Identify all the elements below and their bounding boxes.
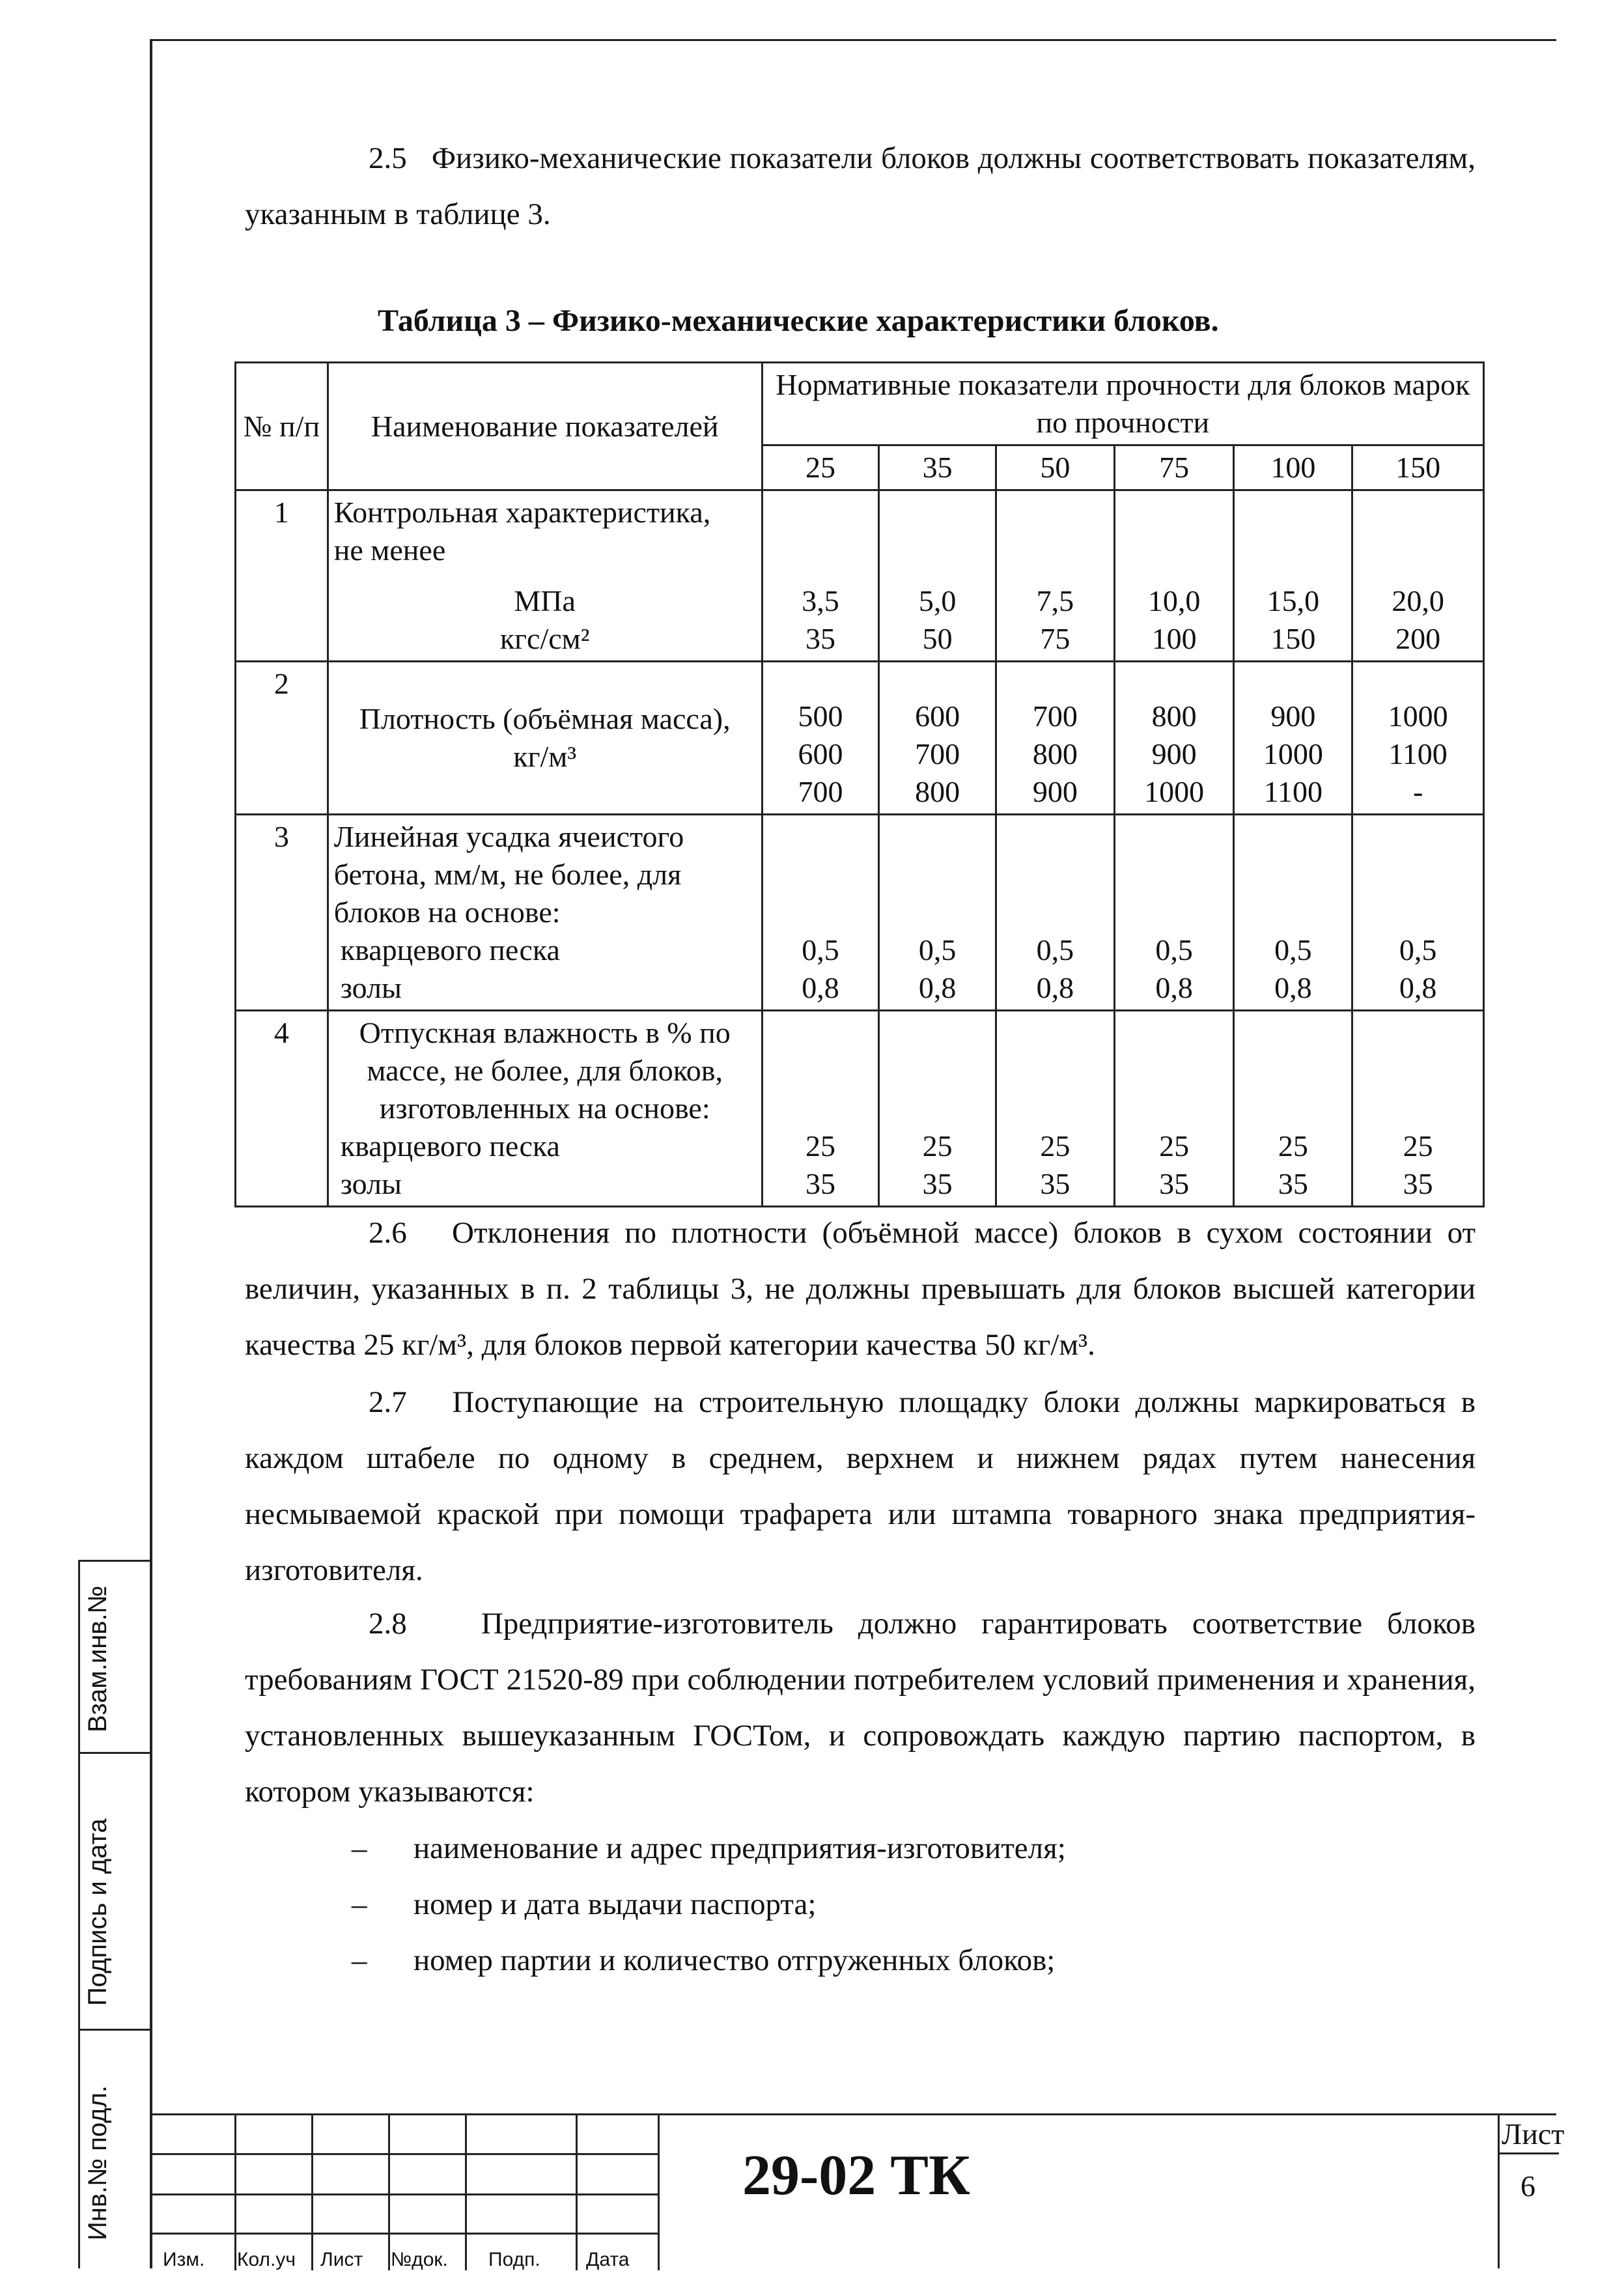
value: 0,8 xyxy=(1036,971,1074,1004)
list-item-text: номер и дата выдачи паспорта; xyxy=(413,1887,817,1921)
value-cell xyxy=(879,1011,996,1207)
dash-marker: – xyxy=(352,1887,367,1921)
value: 0,8 xyxy=(918,971,957,1004)
header-name: Наименование показателей xyxy=(328,363,762,490)
value: 800 xyxy=(1032,737,1078,770)
value-cell xyxy=(996,1011,1115,1207)
value: 0,5 xyxy=(1155,933,1193,966)
title-col-label: Дата xyxy=(586,2249,630,2270)
value: 0,8 xyxy=(1155,971,1193,1004)
value: - xyxy=(1412,775,1423,808)
value: 0,5 xyxy=(1274,933,1312,966)
value: 25 xyxy=(1278,1129,1308,1163)
value: 1100 xyxy=(1263,775,1323,808)
grade-cell: 35 xyxy=(879,445,996,490)
paragraph-text: Физико-механические показатели блоков должны соответствовать показателям, указанным в таблице 3. xyxy=(245,141,1476,231)
value: 35 xyxy=(1159,1167,1190,1200)
table-caption: Таблица 3 – Физико-механические характеристики блоков. xyxy=(378,303,1219,338)
value: 0,8 xyxy=(802,971,839,1004)
paragraph-number: 2.7 xyxy=(369,1385,407,1419)
value-cell xyxy=(1234,662,1352,815)
value: 700 xyxy=(798,775,843,808)
frame-left-line xyxy=(150,39,152,2268)
dash-marker: – xyxy=(352,1831,367,1865)
value: 25 xyxy=(805,1129,835,1163)
value-cell xyxy=(1234,490,1352,662)
value-cell xyxy=(762,490,879,662)
list-item-text: номер партии и количество отгруженных блоков; xyxy=(413,1943,1056,1977)
value: 800 xyxy=(1151,699,1197,733)
paragraph-text: Поступающие на строительную площадку блоки должны маркироваться в каждом штабеле по одному в среднем, верхнем и нижнем рядах путем нанесения несмываемой краской при помощи трафарета или штампа товарного знака предприятия-изготовителя. xyxy=(245,1385,1476,1587)
paragraph-2-6 xyxy=(245,1205,1476,1373)
value: 25 xyxy=(1403,1129,1433,1163)
grade-cell: 75 xyxy=(1114,445,1234,490)
title-col-label: Кол.уч xyxy=(237,2249,296,2270)
dash-marker: – xyxy=(352,1943,367,1977)
row-number: 4 xyxy=(236,1011,328,1207)
paragraph-2-7 xyxy=(245,1374,1476,1598)
title-col-label: №док. xyxy=(391,2249,448,2270)
value: 3,5 xyxy=(802,584,839,617)
value: 35 xyxy=(805,1167,835,1200)
sheet-divider xyxy=(1498,2152,1559,2154)
value: 0,5 xyxy=(918,933,957,966)
sheet-label: Лист xyxy=(1502,2117,1565,2151)
row-name xyxy=(328,1011,762,1207)
grade-cell: 150 xyxy=(1352,445,1484,490)
sheet-number: 6 xyxy=(1520,2169,1535,2203)
value: 25 xyxy=(1159,1129,1190,1163)
value: 0,5 xyxy=(802,933,839,966)
grade-cell: 50 xyxy=(996,445,1115,490)
header-number: № п/п xyxy=(236,363,328,490)
properties-table xyxy=(234,361,1485,1207)
table-row xyxy=(236,662,1484,815)
value: 150 xyxy=(1270,622,1316,655)
value: 35 xyxy=(805,622,835,655)
row-name-line: Контрольная характеристика, xyxy=(333,496,711,529)
value: 15,0 xyxy=(1267,584,1320,617)
value-cell xyxy=(1114,662,1234,815)
side-stamp-divider xyxy=(78,1560,150,1562)
title-block-grid xyxy=(150,2115,658,2270)
value: 50 xyxy=(922,622,953,655)
paragraph-2-8 xyxy=(245,1596,1476,1820)
value-cell xyxy=(1114,815,1234,1011)
value: 200 xyxy=(1395,622,1441,655)
row-name-line: Линейная усадка ячеистого xyxy=(333,820,684,853)
value: 35 xyxy=(1278,1167,1308,1200)
value: 25 xyxy=(922,1129,953,1163)
value-cell xyxy=(879,662,996,815)
row-name xyxy=(328,815,762,1011)
title-col-label: Изм. xyxy=(163,2249,205,2270)
value: 1000 xyxy=(1144,775,1205,808)
value: 35 xyxy=(922,1167,953,1200)
list-item-text: наименование и адрес предприятия-изготовителя; xyxy=(413,1831,1066,1865)
value-cell xyxy=(879,490,996,662)
value: 75 xyxy=(1040,622,1071,655)
value: 7,5 xyxy=(1036,584,1074,617)
value: 700 xyxy=(1032,699,1078,733)
value: 0,5 xyxy=(1036,933,1074,966)
row-name-line: кг/м³ xyxy=(513,740,577,773)
value-cell xyxy=(1114,1011,1234,1207)
paragraph-2-5 xyxy=(245,130,1476,242)
grade-cell: 25 xyxy=(762,445,879,490)
value: 500 xyxy=(798,699,843,733)
value: 1000 xyxy=(1388,699,1448,733)
value: 900 xyxy=(1270,699,1316,733)
paragraph-text: Предприятие-изготовитель должно гарантировать соответствие блоков требованиям ГОСТ 21520-89 при соблюдении потребителем условий применения и хранения, установленных вышеуказанным ГОСТом, и сопровождать каждую партию паспортом, в котором указываются: xyxy=(245,1607,1476,1809)
row-number: 3 xyxy=(236,815,328,1011)
list-item xyxy=(352,1876,1066,1932)
value: 0,5 xyxy=(1399,933,1437,966)
side-stamp-divider xyxy=(78,2029,150,2031)
row-name xyxy=(328,662,762,815)
value-cell xyxy=(762,815,879,1011)
value: 5,0 xyxy=(918,584,957,617)
value: 800 xyxy=(915,775,960,808)
side-stamp-divider xyxy=(78,1752,150,1754)
value: 700 xyxy=(915,737,960,770)
value-cell xyxy=(762,1011,879,1207)
value-cell xyxy=(1352,815,1484,1011)
unit-label: МПа xyxy=(514,584,576,617)
list-item xyxy=(352,1932,1066,1988)
table-row xyxy=(236,1011,1484,1207)
value: 10,0 xyxy=(1147,584,1201,617)
value: 35 xyxy=(1040,1167,1071,1200)
row-name-line: кварцевого песка xyxy=(340,1129,560,1163)
paragraph-number: 2.5 xyxy=(369,141,407,175)
paragraph-number: 2.8 xyxy=(369,1607,407,1641)
title-col-label: Лист xyxy=(320,2249,363,2270)
value-cell xyxy=(996,490,1115,662)
unit-label: кгс/см² xyxy=(499,622,590,655)
value: 100 xyxy=(1151,622,1197,655)
side-stamp-border xyxy=(78,1560,80,2268)
title-col-label: Подп. xyxy=(488,2249,540,2270)
list-item xyxy=(352,1820,1066,1876)
row-name-line: изготовленных на основе: xyxy=(379,1092,710,1125)
row-name-line: блоков на основе: xyxy=(333,896,561,929)
table-header-row xyxy=(236,363,1484,445)
row-number: 2 xyxy=(236,662,328,815)
value-cell xyxy=(762,662,879,815)
value-cell xyxy=(1234,815,1352,1011)
value: 35 xyxy=(1403,1167,1433,1200)
grade-cell: 100 xyxy=(1234,445,1352,490)
row-name-line: массе, не более, для блоков, xyxy=(367,1054,723,1087)
value: 25 xyxy=(1040,1129,1071,1163)
row-name-line: золы xyxy=(340,971,402,1004)
value-cell xyxy=(1352,662,1484,815)
paragraph-number: 2.6 xyxy=(369,1216,407,1250)
paragraph-text: Отклонения по плотности (объёмной массе) блоков в сухом состоянии от величин, указанных в п. 2 таблицы 3, не должны превышать для блоков высшей категории качества 25 кг/м³, для блоков первой категории качества 50 кг/м³. xyxy=(245,1216,1476,1362)
document-number: 29-02 ТК xyxy=(742,2144,970,2207)
side-label-replaced-inv: Взам.инв.№ xyxy=(83,1585,112,1732)
value: 600 xyxy=(798,737,843,770)
value-cell xyxy=(1352,490,1484,662)
value: 900 xyxy=(1032,775,1078,808)
frame-top-line xyxy=(150,39,1556,41)
value-cell xyxy=(1114,490,1234,662)
value-cell xyxy=(996,662,1115,815)
row-name xyxy=(328,490,762,662)
header-strength-group: Нормативные показатели прочности для блоков марок по прочности xyxy=(762,363,1483,445)
row-name-line: Отпускная влажность в % по xyxy=(359,1016,731,1049)
value: 1100 xyxy=(1388,737,1448,770)
value-cell xyxy=(879,815,996,1011)
value: 0,8 xyxy=(1274,971,1312,1004)
bullet-list xyxy=(352,1820,1066,1988)
value: 1000 xyxy=(1263,737,1323,770)
value: 900 xyxy=(1151,737,1197,770)
row-name-line: не менее xyxy=(333,533,446,567)
side-label-signature-date: Подпись и дата xyxy=(83,1818,112,2006)
value-cell xyxy=(996,815,1115,1011)
value-cell xyxy=(1234,1011,1352,1207)
row-number: 1 xyxy=(236,490,328,662)
value: 0,8 xyxy=(1399,971,1437,1004)
side-label-original-inv: Инв.№ подл. xyxy=(83,2085,112,2240)
value-cell xyxy=(1352,1011,1484,1207)
value: 600 xyxy=(915,699,960,733)
row-name-line: кварцевого песка xyxy=(340,933,560,966)
table-row xyxy=(236,815,1484,1011)
row-name-line: золы xyxy=(340,1167,402,1200)
table-row xyxy=(236,490,1484,662)
row-name-line: бетона, мм/м, не более, для xyxy=(333,858,682,891)
row-name-line: Плотность (объёмная масса), xyxy=(359,702,731,735)
value: 20,0 xyxy=(1392,584,1444,617)
